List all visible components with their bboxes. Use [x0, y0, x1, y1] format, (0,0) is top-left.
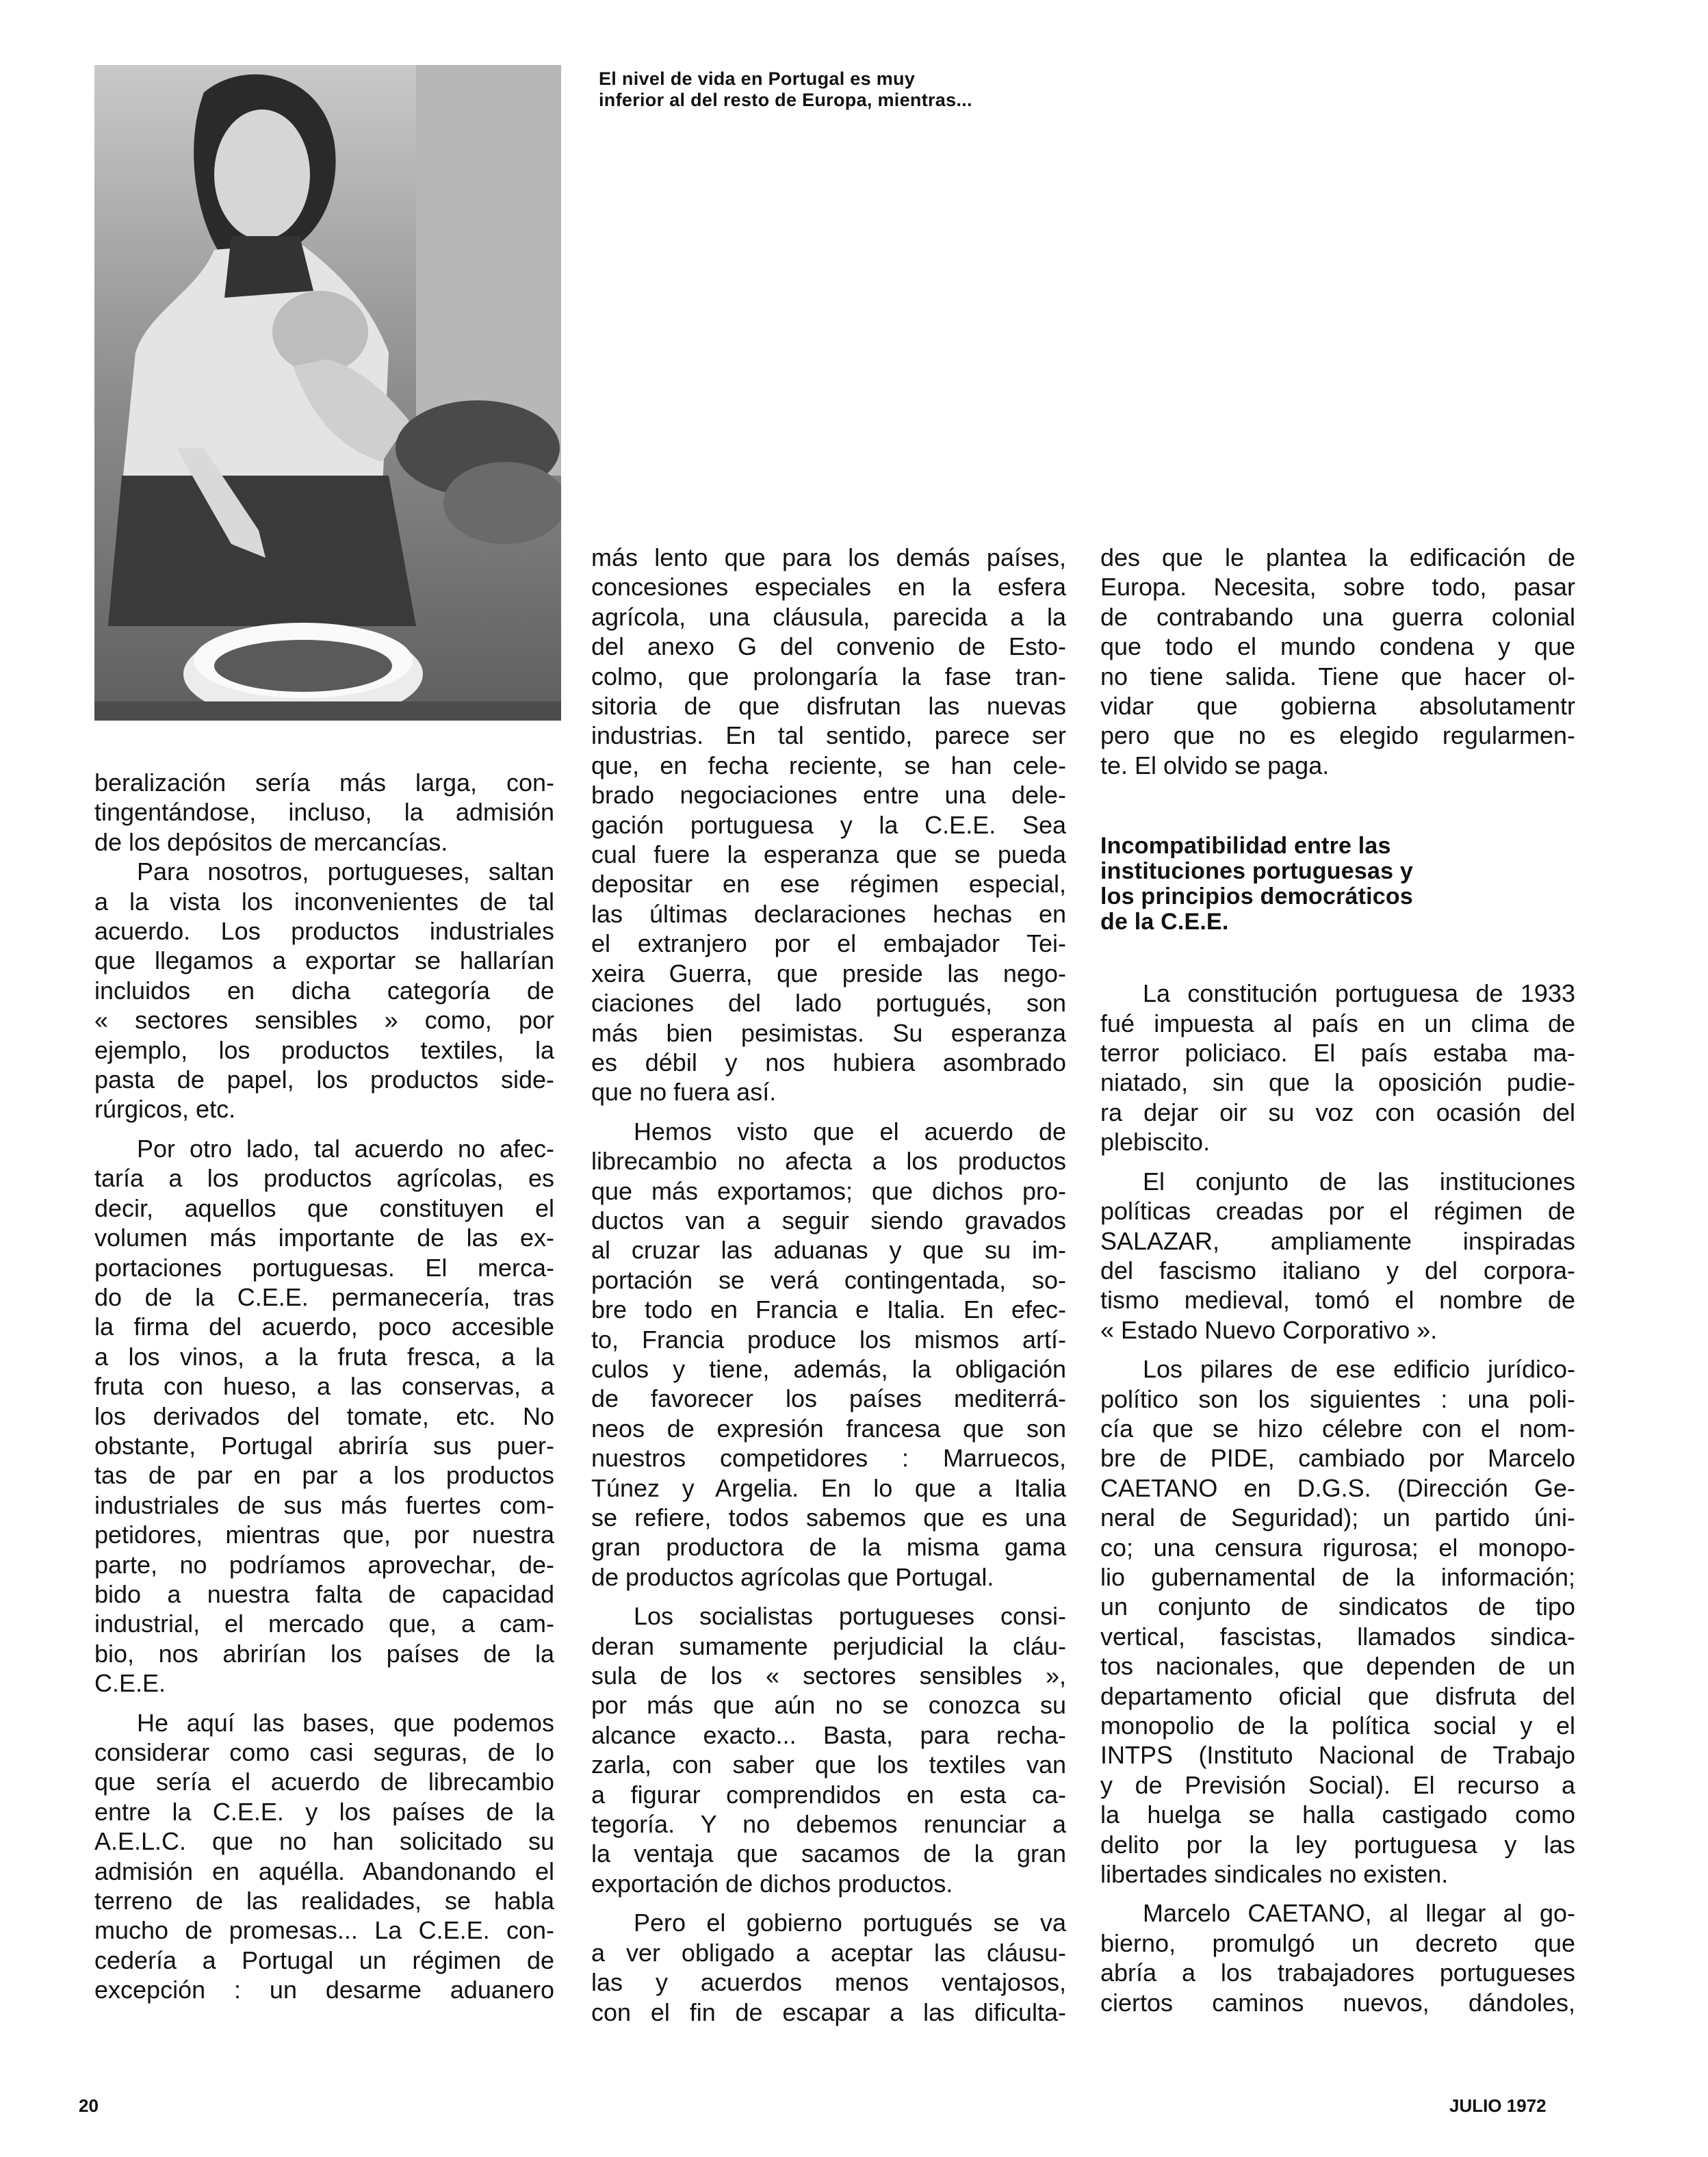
- text-line: exportación de dichos productos.: [591, 1869, 953, 1898]
- text-line: la firma del acuerdo, poco accesible: [94, 1313, 554, 1341]
- text-line: tos nacionales, que dependen de un: [1100, 1652, 1575, 1681]
- text-line: tismo medieval, tomó el nombre de: [1100, 1286, 1575, 1315]
- text-line: un conjunto de sindicatos de tipo: [1100, 1592, 1575, 1621]
- text-line: parte, no podríamos aprovechar, de-: [94, 1550, 554, 1579]
- text-line: las últimas declaraciones hechas en: [591, 899, 1066, 928]
- text-line: que todo el mundo condena y que: [1100, 632, 1575, 661]
- text-line: de los depósitos de mercancías.: [94, 827, 448, 856]
- text-line: bio, nos abrirían los países de la: [94, 1639, 554, 1668]
- text-line: volumen más importante de las ex-: [94, 1224, 554, 1252]
- text-line: portación se verá contingentada, so-: [591, 1265, 1066, 1294]
- text-line: sitoria de que disfrutan las nuevas: [591, 692, 1066, 721]
- text-line: culos y tiene, además, la obligación: [591, 1354, 1066, 1383]
- photograph-woman-cooking-icon: [94, 65, 561, 721]
- text-line: Hemos visto que el acuerdo de: [634, 1117, 1066, 1146]
- paragraph: [1100, 1167, 1575, 1345]
- text-line: vertical, fascistas, llamados sindica-: [1100, 1622, 1575, 1651]
- text-line: « sectores sensibles » como, por: [94, 1006, 554, 1035]
- paragraph: [591, 1117, 1066, 1592]
- text-line: xeira Guerra, que preside las nego-: [591, 959, 1066, 987]
- text-line: incluidos en dicha categoría de: [94, 976, 554, 1005]
- text-line: políticas creadas por el régimen de: [1100, 1197, 1575, 1226]
- text-line: colmo, que prolongaría la fase tran-: [591, 662, 1066, 690]
- text-line: C.E.E.: [94, 1669, 166, 1698]
- text-line: y de Previsión Social). El recurso a: [1100, 1770, 1575, 1799]
- text-line: nuestros competidores : Marruecos,: [591, 1444, 1066, 1473]
- text-line: a los vinos, a la fruta fresca, a la: [94, 1342, 554, 1371]
- paragraph: [94, 1708, 554, 2005]
- column-3: [1100, 543, 1575, 2017]
- text-line: la huelga se halla castigado como: [1100, 1800, 1575, 1829]
- text-line: ductos van a seguir siendo gravados: [591, 1206, 1066, 1235]
- text-line: brado negociaciones entre una dele-: [591, 781, 1066, 810]
- text-line: más lento que para los demás países,: [591, 543, 1066, 571]
- text-line: tingentándose, incluso, la admisión: [94, 798, 554, 827]
- photo-caption: [599, 68, 1119, 111]
- page-number: 20: [79, 2095, 99, 2116]
- text-line: que sería el acuerdo de librecambio: [94, 1768, 554, 1796]
- text-line: rúrgicos, etc.: [94, 1095, 236, 1124]
- text-line: concesiones especiales en la esfera: [591, 573, 1066, 602]
- paragraph: [1100, 1898, 1575, 2017]
- text-line: bido a nuestra falta de capacidad: [94, 1579, 554, 1608]
- text-line: SALAZAR, ampliamente inspiradas: [1100, 1226, 1575, 1255]
- text-line: a figurar comprendidos en esta ca-: [591, 1780, 1066, 1809]
- text-line: « Estado Nuevo Corporativo ».: [1100, 1315, 1438, 1344]
- text-line: to, Francia produce los mismos artí-: [591, 1325, 1066, 1354]
- text-line: que, en fecha reciente, se han cele-: [591, 751, 1066, 779]
- text-line: pero que no es elegido regularmen-: [1100, 721, 1575, 750]
- text-line: que llegamos a exportar se hallarían: [94, 946, 554, 975]
- column-1: [94, 768, 554, 2005]
- paragraph: [591, 1601, 1066, 1898]
- text-line: a la vista los inconvenientes de tal: [94, 887, 554, 916]
- heading-line: los principios democráticos: [1100, 883, 1413, 910]
- text-line: por más que aún no se conozca su: [591, 1691, 1066, 1720]
- text-line: INTPS (Instituto Nacional de Trabajo: [1100, 1741, 1575, 1770]
- column-2: [591, 543, 1066, 2027]
- text-line: neos de expresión francesa que son: [591, 1414, 1066, 1443]
- text-line: acuerdo. Los productos industriales: [94, 917, 554, 946]
- text-line: a ver obligado a aceptar las cláusu-: [591, 1938, 1066, 1967]
- text-line: admisión en aquélla. Abandonando el: [94, 1857, 554, 1885]
- text-line: delito por la ley portuguesa y las: [1100, 1830, 1575, 1859]
- text-line: industriales de sus más fuertes com-: [94, 1490, 554, 1519]
- text-line: Marcelo CAETANO, al llegar al go-: [1143, 1899, 1575, 1928]
- text-line: te. El olvido se paga.: [1100, 751, 1330, 779]
- paragraph: [94, 857, 554, 1124]
- text-line: alcance exacto... Basta, para recha-: [591, 1720, 1066, 1749]
- text-line: He aquí las bases, que podemos: [137, 1708, 554, 1737]
- text-line: no tiene salida. Tiene que hacer ol-: [1100, 662, 1575, 690]
- text-line: de favorecer los países mediterrá-: [591, 1384, 1066, 1413]
- text-line: ra dejar oir su voz con ocasión del: [1100, 1098, 1575, 1126]
- text-line: tas de par en par a los productos: [94, 1461, 554, 1490]
- paragraph: [94, 1134, 554, 1699]
- text-line: deran sumamente perjudicial la cláu-: [591, 1631, 1066, 1660]
- text-line: La constitución portuguesa de 1933: [1143, 979, 1575, 1008]
- text-line: Los socialistas portugueses consi-: [634, 1602, 1066, 1631]
- text-line: des que le plantea la edificación de: [1100, 543, 1575, 571]
- text-line: industrias. En tal sentido, parece ser: [591, 721, 1066, 750]
- text-line: político son los siguientes : una poli-: [1100, 1384, 1575, 1413]
- text-line: terreno de las realidades, se habla: [94, 1887, 554, 1915]
- text-line: niatado, sin que la oposición pudie-: [1100, 1068, 1575, 1097]
- text-line: los derivados del tomate, etc. No: [94, 1402, 554, 1430]
- paragraph: [591, 543, 1066, 1107]
- caption-line-1: El nivel de vida en Portugal es muy: [599, 68, 916, 89]
- text-line: co; una censura rigurosa; el monopo-: [1100, 1533, 1575, 1562]
- text-line: excepción : un desarme aduanero: [94, 1976, 554, 2004]
- text-line: librecambio no afecta a los productos: [591, 1147, 1066, 1176]
- text-line: se refiere, todos sabemos que es una: [591, 1503, 1066, 1532]
- heading-line: instituciones portuguesas y: [1100, 858, 1413, 885]
- text-line: Europa. Necesita, sobre todo, pasar: [1100, 573, 1575, 602]
- text-line: ciaciones del lado portugués, son: [591, 989, 1066, 1018]
- text-line: cedería a Portugal un régimen de: [94, 1946, 554, 1974]
- text-line: más bien pesimistas. Su esperanza: [591, 1018, 1066, 1047]
- text-line: taría a los productos agrícolas, es: [94, 1164, 554, 1193]
- caption-line-2: inferior al del resto de Europa, mientras...: [599, 90, 972, 110]
- text-line: neral de Seguridad); un partido úni-: [1100, 1503, 1575, 1532]
- text-line: plebiscito.: [1100, 1128, 1211, 1157]
- text-line: do de la C.E.E. permanecería, tras: [94, 1282, 554, 1311]
- text-line: gación portuguesa y la C.E.E. Sea: [591, 810, 1066, 839]
- text-line: obstante, Portugal abriría sus puer-: [94, 1431, 554, 1460]
- text-line: la ventaja que sacamos de la gran: [591, 1839, 1066, 1868]
- text-line: de contrabando una guerra colonial: [1100, 602, 1575, 631]
- text-line: sula de los « sectores sensibles »,: [591, 1662, 1066, 1690]
- paragraph: [1100, 543, 1575, 780]
- text-line: Por otro lado, tal acuerdo no afec-: [137, 1134, 554, 1163]
- text-line: ciertos caminos nuevos, dándoles,: [1100, 1988, 1575, 2017]
- text-line: cía que se hizo célebre con el nom-: [1100, 1414, 1575, 1443]
- text-line: fruta con hueso, a las conservas, a: [94, 1372, 554, 1401]
- text-line: bre todo en Francia e Italia. En efec-: [591, 1295, 1066, 1324]
- text-line: abría a los trabajadores portugueses: [1100, 1959, 1575, 1987]
- article-photo: [94, 65, 561, 721]
- text-line: libertades sindicales no existen.: [1100, 1860, 1449, 1889]
- heading-line: Incompatibilidad entre las: [1100, 833, 1391, 860]
- text-line: zarla, con saber que los textiles van: [591, 1751, 1066, 1779]
- text-line: pasta de papel, los productos side-: [94, 1065, 554, 1094]
- text-line: bierno, promulgó un decreto que: [1100, 1928, 1575, 1957]
- text-line: que no fuera así.: [591, 1078, 777, 1107]
- text-line: CAETANO en D.G.S. (Dirección Ge-: [1100, 1473, 1575, 1502]
- paragraph: [591, 1908, 1066, 2027]
- text-line: agrícola, una cláusula, parecida a la: [591, 602, 1066, 631]
- text-line: decir, aquellos que constituyen el: [94, 1193, 554, 1222]
- text-line: del fascismo italiano y del corpora-: [1100, 1256, 1575, 1284]
- paragraph: [1100, 979, 1575, 1157]
- text-line: bre de PIDE, cambiado por Marcelo: [1100, 1444, 1575, 1473]
- text-line: mucho de promesas... La C.E.E. con-: [94, 1916, 554, 1945]
- text-line: cual fuere la esperanza que se pueda: [591, 840, 1066, 869]
- text-line: gran productora de la misma gama: [591, 1533, 1066, 1562]
- text-line: beralización sería más larga, con-: [94, 768, 554, 797]
- text-line: con el fin de escapar a las dificulta-: [591, 1998, 1066, 2026]
- text-line: departamento oficial que disfruta del: [1100, 1681, 1575, 1710]
- text-line: Los pilares de ese edificio jurídico-: [1143, 1355, 1575, 1384]
- text-line: que más exportamos; que dichos pro-: [591, 1176, 1066, 1205]
- heading-line: de la C.E.E.: [1100, 909, 1229, 935]
- text-line: es débil y nos hubiera asombrado: [591, 1048, 1066, 1076]
- text-line: al cruzar las aduanas y que su im-: [591, 1236, 1066, 1265]
- text-line: tegoría. Y no debemos renunciar a: [591, 1810, 1066, 1839]
- text-line: petidores, mientras que, por nuestra: [94, 1521, 554, 1549]
- section-heading: [1100, 834, 1575, 935]
- text-line: de productos agrícolas que Portugal.: [591, 1562, 994, 1591]
- text-line: el extranjero por el embajador Tei-: [591, 929, 1066, 958]
- text-line: fué impuesta al país en un clima de: [1100, 1009, 1575, 1037]
- text-line: las y acuerdos menos ventajosos,: [591, 1968, 1066, 1997]
- text-line: vidar que gobierna absolutamentr: [1100, 692, 1575, 721]
- text-line: terror policiaco. El país estaba ma-: [1100, 1039, 1575, 1068]
- text-line: lio gubernamental de la información;: [1100, 1562, 1575, 1591]
- text-line: A.E.L.C. que no han solicitado su: [94, 1827, 554, 1856]
- text-line: entre la C.E.E. y los países de la: [94, 1797, 554, 1826]
- text-line: Pero el gobierno portugués se va: [634, 1909, 1066, 1937]
- text-line: Túnez y Argelia. En lo que a Italia: [591, 1473, 1066, 1502]
- paragraph: [94, 768, 554, 857]
- text-line: El conjunto de las instituciones: [1143, 1167, 1575, 1196]
- text-line: monopolio de la política social y el: [1100, 1712, 1575, 1740]
- text-line: del anexo G del convenio de Esto-: [591, 632, 1066, 661]
- text-line: depositar en ese régimen especial,: [591, 870, 1066, 899]
- text-line: portaciones portuguesas. El merca-: [94, 1253, 554, 1282]
- paragraph: [1100, 1354, 1575, 1889]
- text-line: considerar como casi seguras, de lo: [94, 1738, 554, 1766]
- issue-date: JULIO 1972: [1449, 2095, 1547, 2116]
- text-line: Para nosotros, portugueses, saltan: [137, 857, 554, 886]
- text-line: ejemplo, los productos textiles, la: [94, 1035, 554, 1064]
- text-line: industrial, el mercado que, a cam-: [94, 1610, 554, 1638]
